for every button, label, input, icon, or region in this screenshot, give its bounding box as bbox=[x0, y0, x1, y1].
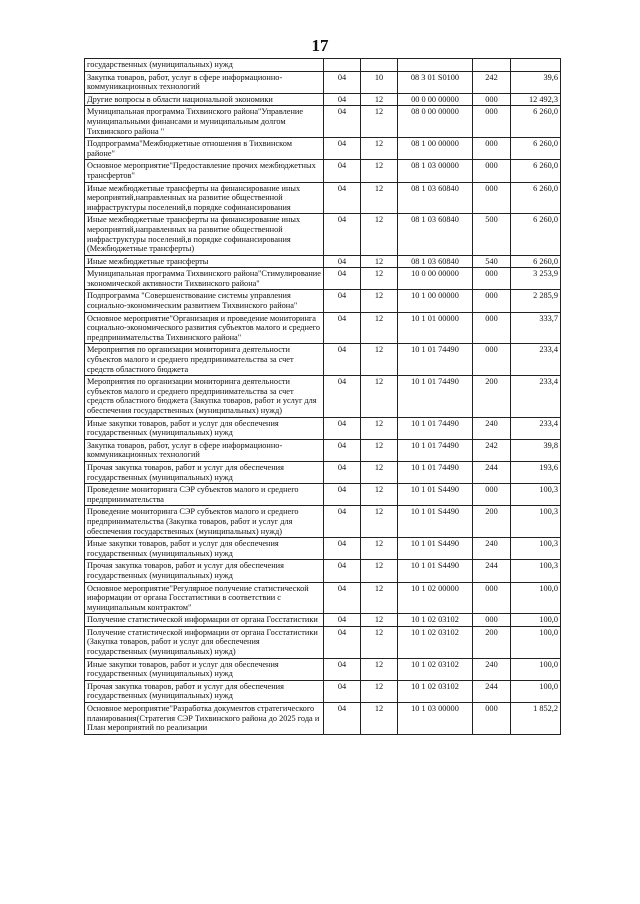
row-subsection: 12 bbox=[361, 658, 398, 680]
row-name: Муниципальная программа Тихвинского района"Управление муниципальными финансами и муниципальным долгом Тихвинского района " bbox=[85, 106, 324, 138]
row-section: 04 bbox=[324, 582, 361, 614]
row-section: 04 bbox=[324, 376, 361, 417]
row-subsection: 10 bbox=[361, 71, 398, 93]
row-name: Проведение мониторинга СЭР субъектов малого и среднего предпринимательства (Закупка товаров, работ и услуг для обеспечения государственных (муниципальных) нужд) bbox=[85, 506, 324, 538]
row-subsection: 12 bbox=[361, 417, 398, 439]
row-amount: 100,3 bbox=[511, 506, 561, 538]
row-name: Основное мероприятие"Предоставление прочих межбюджетных трансфертов" bbox=[85, 160, 324, 182]
row-section: 04 bbox=[324, 560, 361, 582]
row-target-article: 08 1 03 60840 bbox=[398, 255, 473, 268]
row-section: 04 bbox=[324, 703, 361, 735]
row-subsection: 12 bbox=[361, 344, 398, 376]
row-section: 04 bbox=[324, 255, 361, 268]
row-subsection: 12 bbox=[361, 560, 398, 582]
table-row bbox=[85, 268, 561, 290]
row-subsection: 12 bbox=[361, 582, 398, 614]
row-section: 04 bbox=[324, 484, 361, 506]
row-subsection: 12 bbox=[361, 255, 398, 268]
row-section: 04 bbox=[324, 626, 361, 658]
table-row bbox=[85, 626, 561, 658]
row-amount: 233,4 bbox=[511, 344, 561, 376]
row-name: Иные закупки товаров, работ и услуг для обеспечения государственных (муниципальных) нужд bbox=[85, 417, 324, 439]
row-target-article: 10 1 01 S4490 bbox=[398, 484, 473, 506]
table-row bbox=[85, 506, 561, 538]
table-row bbox=[85, 312, 561, 344]
row-amount: 233,4 bbox=[511, 417, 561, 439]
row-expense-type: 242 bbox=[473, 439, 511, 461]
table-row bbox=[85, 582, 561, 614]
row-section bbox=[324, 59, 361, 72]
row-amount: 6 260,0 bbox=[511, 138, 561, 160]
row-name: Основное мероприятие"Разработка документов стратегического планирования(Стратегия СЭР Тихвинского района до 2025 года и План мероприятий по реализации bbox=[85, 703, 324, 735]
row-section: 04 bbox=[324, 138, 361, 160]
row-target-article bbox=[398, 59, 473, 72]
row-expense-type: 500 bbox=[473, 214, 511, 255]
table-row bbox=[85, 182, 561, 214]
table-row bbox=[85, 680, 561, 702]
row-section: 04 bbox=[324, 538, 361, 560]
row-name: Муниципальная программа Тихвинского района"Стимулирование экономической активности Тихвинского района" bbox=[85, 268, 324, 290]
row-amount: 100,0 bbox=[511, 658, 561, 680]
row-subsection: 12 bbox=[361, 680, 398, 702]
table-row bbox=[85, 344, 561, 376]
row-amount: 100,0 bbox=[511, 626, 561, 658]
table-row bbox=[85, 484, 561, 506]
row-target-article: 10 1 03 00000 bbox=[398, 703, 473, 735]
row-expense-type: 000 bbox=[473, 582, 511, 614]
row-subsection: 12 bbox=[361, 93, 398, 106]
row-expense-type: 240 bbox=[473, 538, 511, 560]
row-subsection: 12 bbox=[361, 290, 398, 312]
row-name: Закупка товаров, работ, услуг в сфере информационно-коммуникационных технологий bbox=[85, 71, 324, 93]
row-expense-type: 000 bbox=[473, 160, 511, 182]
row-name: Другие вопросы в области национальной экономики bbox=[85, 93, 324, 106]
row-subsection: 12 bbox=[361, 439, 398, 461]
row-name: Основное мероприятие"Организация и проведение мониторинга социально-экономического развития субъектов малого и среднего предпринимательства Тихвинского района" bbox=[85, 312, 324, 344]
table-row bbox=[85, 59, 561, 72]
row-target-article: 10 1 01 S4490 bbox=[398, 506, 473, 538]
row-target-article: 10 1 02 03102 bbox=[398, 626, 473, 658]
row-name: Проведение мониторинга СЭР субъектов малого и среднего предпринимательства bbox=[85, 484, 324, 506]
table-row bbox=[85, 71, 561, 93]
table-row bbox=[85, 439, 561, 461]
row-amount: 193,6 bbox=[511, 461, 561, 483]
row-target-article: 10 1 01 74490 bbox=[398, 376, 473, 417]
table-row bbox=[85, 160, 561, 182]
row-amount: 6 260,0 bbox=[511, 255, 561, 268]
row-amount: 100,3 bbox=[511, 560, 561, 582]
row-target-article: 10 1 01 74490 bbox=[398, 461, 473, 483]
row-target-article: 08 1 00 00000 bbox=[398, 138, 473, 160]
row-section: 04 bbox=[324, 680, 361, 702]
row-subsection: 12 bbox=[361, 214, 398, 255]
row-target-article: 10 1 02 03102 bbox=[398, 658, 473, 680]
page-number: 17 bbox=[311, 36, 329, 55]
row-subsection: 12 bbox=[361, 626, 398, 658]
row-subsection: 12 bbox=[361, 268, 398, 290]
row-name: Получение статистической информации от органа Госстатистики bbox=[85, 614, 324, 627]
row-target-article: 08 1 03 60840 bbox=[398, 214, 473, 255]
row-section: 04 bbox=[324, 71, 361, 93]
row-section: 04 bbox=[324, 506, 361, 538]
row-amount: 6 260,0 bbox=[511, 214, 561, 255]
row-amount: 233,4 bbox=[511, 376, 561, 417]
row-expense-type: 242 bbox=[473, 71, 511, 93]
row-subsection: 12 bbox=[361, 376, 398, 417]
row-amount: 3 253,9 bbox=[511, 268, 561, 290]
row-expense-type: 244 bbox=[473, 560, 511, 582]
row-amount: 6 260,0 bbox=[511, 182, 561, 214]
row-expense-type: 000 bbox=[473, 312, 511, 344]
row-expense-type: 540 bbox=[473, 255, 511, 268]
row-section: 04 bbox=[324, 439, 361, 461]
row-target-article: 08 1 03 00000 bbox=[398, 160, 473, 182]
row-name: Иные межбюджетные трансферты на финансирование иных мероприятий,направленных на развитие общественной инфраструктуры поселений,в порядке софинансирования bbox=[85, 182, 324, 214]
row-expense-type: 200 bbox=[473, 506, 511, 538]
table-row bbox=[85, 461, 561, 483]
row-name: Подпрограмма"Межбюджетные отношения в Тихвинском районе" bbox=[85, 138, 324, 160]
table-row bbox=[85, 214, 561, 255]
row-amount: 1 852,2 bbox=[511, 703, 561, 735]
row-subsection: 12 bbox=[361, 506, 398, 538]
row-target-article: 10 1 01 S4490 bbox=[398, 560, 473, 582]
row-name: Иные межбюджетные трансферты на финансирование иных мероприятий,направленных на развитие общественной инфраструктуры поселений,в порядке софинансирования (Межбюджетные трансферты) bbox=[85, 214, 324, 255]
row-expense-type: 000 bbox=[473, 138, 511, 160]
row-target-article: 10 1 01 74490 bbox=[398, 417, 473, 439]
row-section: 04 bbox=[324, 417, 361, 439]
row-expense-type: 000 bbox=[473, 703, 511, 735]
row-subsection: 12 bbox=[361, 538, 398, 560]
row-target-article: 10 1 01 S4490 bbox=[398, 538, 473, 560]
row-target-article: 10 1 02 03102 bbox=[398, 614, 473, 627]
row-amount: 100,0 bbox=[511, 614, 561, 627]
row-target-article: 08 1 03 60840 bbox=[398, 182, 473, 214]
row-amount: 12 492,3 bbox=[511, 93, 561, 106]
row-target-article: 00 0 00 00000 bbox=[398, 93, 473, 106]
row-expense-type: 000 bbox=[473, 614, 511, 627]
table-row bbox=[85, 658, 561, 680]
row-expense-type: 000 bbox=[473, 484, 511, 506]
table-row bbox=[85, 138, 561, 160]
row-section: 04 bbox=[324, 214, 361, 255]
table-row bbox=[85, 376, 561, 417]
row-target-article: 10 1 00 00000 bbox=[398, 290, 473, 312]
row-name: Прочая закупка товаров, работ и услуг для обеспечения государственных (муниципальных) нужд bbox=[85, 680, 324, 702]
budget-table bbox=[84, 58, 561, 735]
table-row bbox=[85, 255, 561, 268]
row-expense-type: 244 bbox=[473, 680, 511, 702]
row-name: Иные закупки товаров, работ и услуг для обеспечения государственных (муниципальных) нужд bbox=[85, 658, 324, 680]
row-expense-type: 000 bbox=[473, 290, 511, 312]
row-subsection: 12 bbox=[361, 160, 398, 182]
row-amount: 6 260,0 bbox=[511, 106, 561, 138]
row-amount: 100,3 bbox=[511, 484, 561, 506]
row-name: Прочая закупка товаров, работ и услуг для обеспечения государственных (муниципальных) нужд bbox=[85, 461, 324, 483]
row-target-article: 10 1 02 00000 bbox=[398, 582, 473, 614]
table-row bbox=[85, 93, 561, 106]
row-section: 04 bbox=[324, 461, 361, 483]
row-subsection: 12 bbox=[361, 614, 398, 627]
row-expense-type: 000 bbox=[473, 106, 511, 138]
row-target-article: 10 1 01 74490 bbox=[398, 344, 473, 376]
row-expense-type: 000 bbox=[473, 93, 511, 106]
row-section: 04 bbox=[324, 93, 361, 106]
row-section: 04 bbox=[324, 658, 361, 680]
row-section: 04 bbox=[324, 182, 361, 214]
row-target-article: 10 0 00 00000 bbox=[398, 268, 473, 290]
row-subsection: 12 bbox=[361, 484, 398, 506]
budget-table-body bbox=[85, 59, 561, 735]
row-subsection: 12 bbox=[361, 312, 398, 344]
row-expense-type: 000 bbox=[473, 182, 511, 214]
table-row bbox=[85, 417, 561, 439]
row-expense-type: 200 bbox=[473, 626, 511, 658]
row-amount: 333,7 bbox=[511, 312, 561, 344]
row-name: Мероприятия по организации мониторинга деятельности субъектов малого и среднего предпринимательства за счет средств областного бюджета bbox=[85, 344, 324, 376]
row-name: Закупка товаров, работ, услуг в сфере информационно-коммуникационных технологий bbox=[85, 439, 324, 461]
row-amount: 2 285,9 bbox=[511, 290, 561, 312]
row-target-article: 08 3 01 S0100 bbox=[398, 71, 473, 93]
row-section: 04 bbox=[324, 614, 361, 627]
row-target-article: 10 1 02 03102 bbox=[398, 680, 473, 702]
row-section: 04 bbox=[324, 268, 361, 290]
row-section: 04 bbox=[324, 344, 361, 376]
row-subsection: 12 bbox=[361, 461, 398, 483]
row-section: 04 bbox=[324, 312, 361, 344]
row-target-article: 10 1 01 00000 bbox=[398, 312, 473, 344]
table-row bbox=[85, 106, 561, 138]
row-name: Основное мероприятие"Регулярное получение статистической информации от органа Госстатистики в соответствии с муниципальным контрактом" bbox=[85, 582, 324, 614]
row-section: 04 bbox=[324, 160, 361, 182]
row-expense-type: 200 bbox=[473, 376, 511, 417]
row-amount: 100,0 bbox=[511, 582, 561, 614]
row-name: государственных (муниципальных) нужд bbox=[85, 59, 324, 72]
row-amount: 100,0 bbox=[511, 680, 561, 702]
row-name: Мероприятия по организации мониторинга деятельности субъектов малого и среднего предпринимательства за счет средств областного бюджета (Закупка товаров, работ и услуг для обеспечения государственных (муниципальных) нужд) bbox=[85, 376, 324, 417]
row-amount: 6 260,0 bbox=[511, 160, 561, 182]
row-name: Подпрограмма "Совершенствование системы управления социально-экономическим развитием Тихвинского района" bbox=[85, 290, 324, 312]
row-subsection: 12 bbox=[361, 182, 398, 214]
row-subsection: 12 bbox=[361, 106, 398, 138]
row-target-article: 10 1 01 74490 bbox=[398, 439, 473, 461]
row-expense-type: 240 bbox=[473, 417, 511, 439]
row-name: Иные межбюджетные трансферты bbox=[85, 255, 324, 268]
row-expense-type: 240 bbox=[473, 658, 511, 680]
row-subsection bbox=[361, 59, 398, 72]
row-name: Прочая закупка товаров, работ и услуг для обеспечения государственных (муниципальных) нужд bbox=[85, 560, 324, 582]
table-row bbox=[85, 560, 561, 582]
row-amount: 39,8 bbox=[511, 439, 561, 461]
row-target-article: 08 0 00 00000 bbox=[398, 106, 473, 138]
row-expense-type: 000 bbox=[473, 268, 511, 290]
row-expense-type: 000 bbox=[473, 344, 511, 376]
row-subsection: 12 bbox=[361, 138, 398, 160]
row-expense-type: 244 bbox=[473, 461, 511, 483]
table-row bbox=[85, 538, 561, 560]
row-expense-type bbox=[473, 59, 511, 72]
row-name: Иные закупки товаров, работ и услуг для обеспечения государственных (муниципальных) нужд bbox=[85, 538, 324, 560]
table-row bbox=[85, 290, 561, 312]
row-name: Получение статистической информации от органа Госстатистики (Закупка товаров, работ и услуг для обеспечения государственных (муниципальных) нужд) bbox=[85, 626, 324, 658]
row-amount: 39,6 bbox=[511, 71, 561, 93]
row-subsection: 12 bbox=[361, 703, 398, 735]
row-amount: 100,3 bbox=[511, 538, 561, 560]
table-row bbox=[85, 614, 561, 627]
row-section: 04 bbox=[324, 106, 361, 138]
row-section: 04 bbox=[324, 290, 361, 312]
row-amount bbox=[511, 59, 561, 72]
table-row bbox=[85, 703, 561, 735]
